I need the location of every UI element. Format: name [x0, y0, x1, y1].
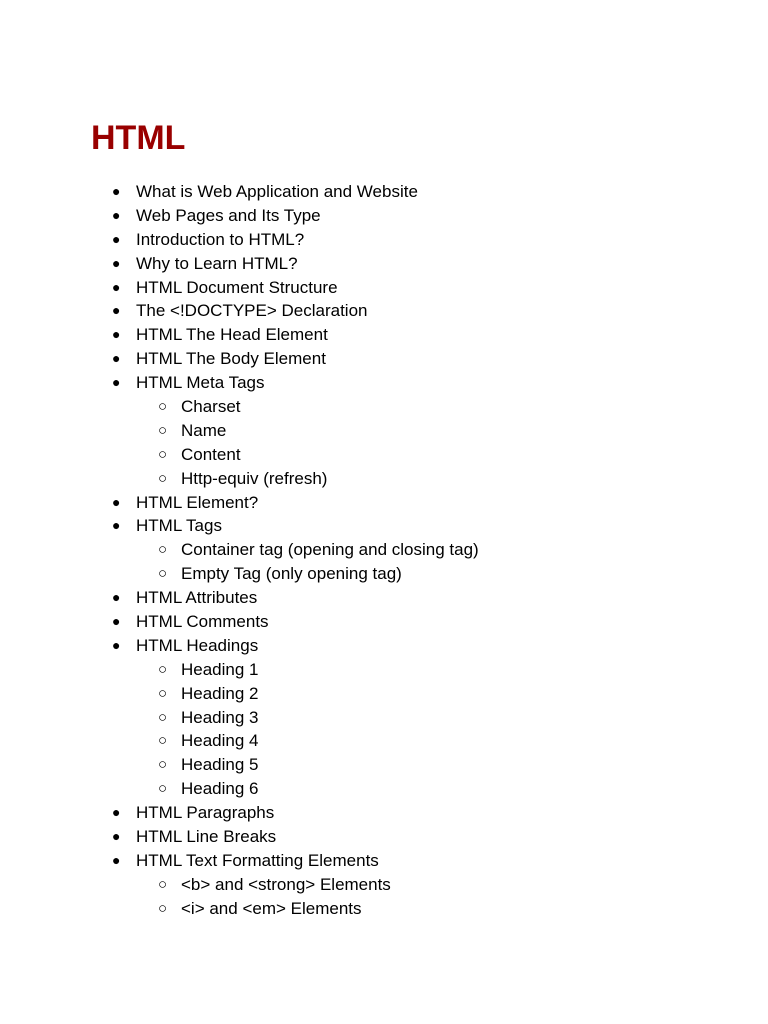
hollow-circle-bullet-icon: ○: [158, 780, 168, 798]
list-item-text: HTML Meta Tags: [136, 373, 265, 393]
list-item-text: Heading 1: [181, 659, 259, 679]
filled-circle-bullet-icon: ●: [112, 302, 121, 319]
list-item-text: Heading 4: [181, 731, 259, 751]
list-item-text: HTML Comments: [136, 612, 269, 632]
filled-circle-bullet-icon: ●: [112, 851, 121, 868]
hollow-circle-bullet-icon: ○: [158, 684, 168, 702]
filled-circle-bullet-icon: ●: [112, 613, 121, 630]
list-item-text: <i> and <em> Elements: [181, 898, 362, 918]
list-item-text: Heading 6: [181, 779, 259, 799]
filled-circle-bullet-icon: ●: [112, 374, 121, 391]
filled-circle-bullet-icon: ●: [112, 278, 121, 295]
list-item-text: Container tag (opening and closing tag): [181, 540, 479, 560]
list-item-text: Heading 5: [181, 755, 259, 775]
list-item-text: Charset: [181, 397, 241, 417]
list-item-text: HTML Tags: [136, 516, 222, 536]
hollow-circle-bullet-icon: ○: [158, 469, 168, 487]
filled-circle-bullet-icon: ●: [112, 636, 121, 653]
hollow-circle-bullet-icon: ○: [158, 421, 168, 439]
hollow-circle-bullet-icon: ○: [158, 445, 168, 463]
list-item-text: HTML Text Formatting Elements: [136, 850, 379, 870]
list-item-text: HTML Paragraphs: [136, 803, 275, 823]
hollow-circle-bullet-icon: ○: [158, 899, 168, 917]
filled-circle-bullet-icon: ●: [112, 206, 121, 223]
list-item-text: Empty Tag (only opening tag): [181, 564, 402, 584]
list-item-text: HTML Attributes: [136, 588, 258, 608]
hollow-circle-bullet-icon: ○: [158, 398, 168, 416]
filled-circle-bullet-icon: ●: [112, 183, 121, 199]
list-item-text: Heading 3: [181, 707, 259, 727]
hollow-circle-bullet-icon: ○: [158, 756, 168, 774]
list-item-text: HTML The Body Element: [136, 349, 326, 369]
list-item-text: HTML The Head Element: [136, 325, 328, 345]
filled-circle-bullet-icon: ●: [112, 493, 121, 510]
hollow-circle-bullet-icon: ○: [158, 875, 168, 893]
list-item-text: The <!DOCTYPE> Declaration: [136, 301, 368, 321]
filled-circle-bullet-icon: ●: [112, 804, 121, 821]
filled-circle-bullet-icon: ●: [112, 326, 121, 343]
list-item-text: Introduction to HTML?: [136, 229, 305, 249]
list-item-text: HTML Line Breaks: [136, 827, 277, 847]
hollow-circle-bullet-icon: ○: [158, 660, 168, 678]
list-item-text: Heading 2: [181, 683, 259, 703]
list-item-text: <b> and <strong> Elements: [181, 874, 391, 894]
list-item-text: What is Web Application and Website: [136, 182, 418, 201]
filled-circle-bullet-icon: ●: [112, 230, 121, 247]
document-title: HTML: [91, 119, 186, 157]
list-item-text: Web Pages and Its Type: [136, 205, 321, 225]
list-item-text: Name: [181, 420, 227, 440]
hollow-circle-bullet-icon: ○: [158, 565, 168, 583]
list-item-text: Why to Learn HTML?: [136, 253, 298, 273]
filled-circle-bullet-icon: ●: [112, 589, 121, 606]
list-item-text: HTML Document Structure: [136, 277, 338, 297]
list-item-text: Http-equiv (refresh): [181, 468, 328, 488]
filled-circle-bullet-icon: ●: [112, 254, 121, 271]
filled-circle-bullet-icon: ●: [112, 517, 121, 534]
filled-circle-bullet-icon: ●: [112, 350, 121, 367]
list-item-text: Content: [181, 444, 241, 464]
list-item-text: HTML Headings: [136, 635, 259, 655]
hollow-circle-bullet-icon: ○: [158, 732, 168, 750]
hollow-circle-bullet-icon: ○: [158, 541, 168, 559]
hollow-circle-bullet-icon: ○: [158, 708, 168, 726]
list-item-text: HTML Element?: [136, 492, 259, 512]
filled-circle-bullet-icon: ●: [112, 828, 121, 845]
